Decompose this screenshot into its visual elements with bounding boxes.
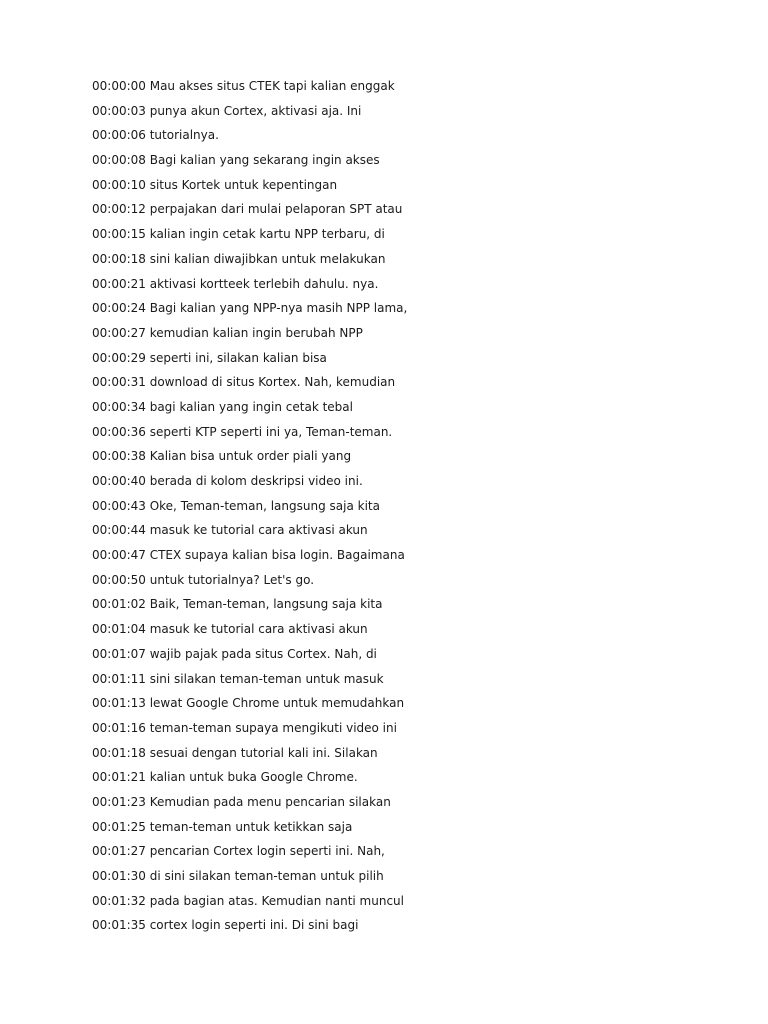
transcript-line: 00:01:18 sesuai dengan tutorial kali ini. Silakan [92, 745, 378, 760]
transcript-line: 00:00:43 Oke, Teman-teman, langsung saja kita [92, 498, 380, 513]
transcript-line: 00:00:29 seperti ini, silakan kalian bisa [92, 350, 327, 365]
transcript-line: 00:00:21 aktivasi kortteek terlebih dahulu. nya. [92, 276, 379, 291]
transcript-line: 00:01:27 pencarian Cortex login seperti ini. Nah, [92, 844, 385, 859]
transcript-line: 00:01:04 masuk ke tutorial cara aktivasi akun [92, 622, 368, 637]
transcript-line: 00:00:47 CTEX supaya kalian bisa login. Bagaimana [92, 548, 405, 563]
transcript-line: 00:01:13 lewat Google Chrome untuk memudahkan [92, 696, 405, 711]
transcript-line: 00:00:36 seperti KTP seperti ini ya, Teman-teman. [92, 424, 393, 439]
transcript-line: 00:00:12 perpajakan dari mulai pelaporan SPT atau [92, 202, 403, 217]
transcript-line: 00:00:06 tutorialnya. [92, 128, 219, 143]
transcript-line: 00:01:02 Baik, Teman-teman, langsung saja kita [92, 597, 383, 612]
transcript-line: 00:00:31 download di situs Kortex. Nah, kemudian [92, 375, 396, 390]
transcript-line: 00:00:03 punya akun Cortex, aktivasi aja. Ini [92, 103, 362, 118]
transcript-line: 00:01:07 wajib pajak pada situs Cortex. Nah, di [92, 646, 377, 661]
transcript-line: 00:00:00 Mau akses situs CTEK tapi kalian enggak [92, 79, 395, 93]
transcript-line: 00:00:15 kalian ingin cetak kartu NPP terbaru, di [92, 227, 385, 242]
transcript-line: 00:00:10 situs Kortek untuk kepentingan [92, 177, 338, 192]
transcript-line: 00:01:32 pada bagian atas. Kemudian nanti muncul [92, 893, 404, 908]
transcript-line: 00:01:23 Kemudian pada menu pencarian silakan [92, 794, 391, 809]
transcript-line: 00:00:08 Bagi kalian yang sekarang ingin akses [92, 153, 380, 168]
transcript-line: 00:00:27 kemudian kalian ingin berubah NPP [92, 325, 363, 340]
transcript-line: 00:00:18 sini kalian diwajibkan untuk melakukan [92, 251, 386, 266]
transcript-list [92, 76, 407, 940]
transcript-line: 00:01:25 teman-teman untuk ketikkan saja [92, 819, 353, 834]
transcript-line: 00:01:11 sini silakan teman-teman untuk masuk [92, 671, 384, 686]
transcript-line: 00:01:21 kalian untuk buka Google Chrome. [92, 770, 358, 785]
transcript-line: 00:00:40 berada di kolom deskripsi video ini. [92, 474, 363, 488]
transcript-line: 00:01:16 teman-teman supaya mengikuti video ini [92, 720, 397, 735]
transcript-line: 00:00:44 masuk ke tutorial cara aktivasi akun [92, 523, 368, 538]
transcript-line: 00:00:38 Kalian bisa untuk order piali yang [92, 449, 352, 464]
transcript-line: 00:01:30 di sini silakan teman-teman untuk pilih [92, 869, 384, 883]
transcript-line: 00:01:35 cortex login seperti ini. Di sini bagi [92, 918, 359, 933]
transcript-line: 00:00:24 Bagi kalian yang NPP-nya masih NPP lama, [92, 301, 408, 316]
transcript-line: 00:00:34 bagi kalian yang ingin cetak tebal [92, 399, 353, 414]
transcript-line: 00:00:50 untuk tutorialnya? Let's go. [92, 572, 315, 587]
